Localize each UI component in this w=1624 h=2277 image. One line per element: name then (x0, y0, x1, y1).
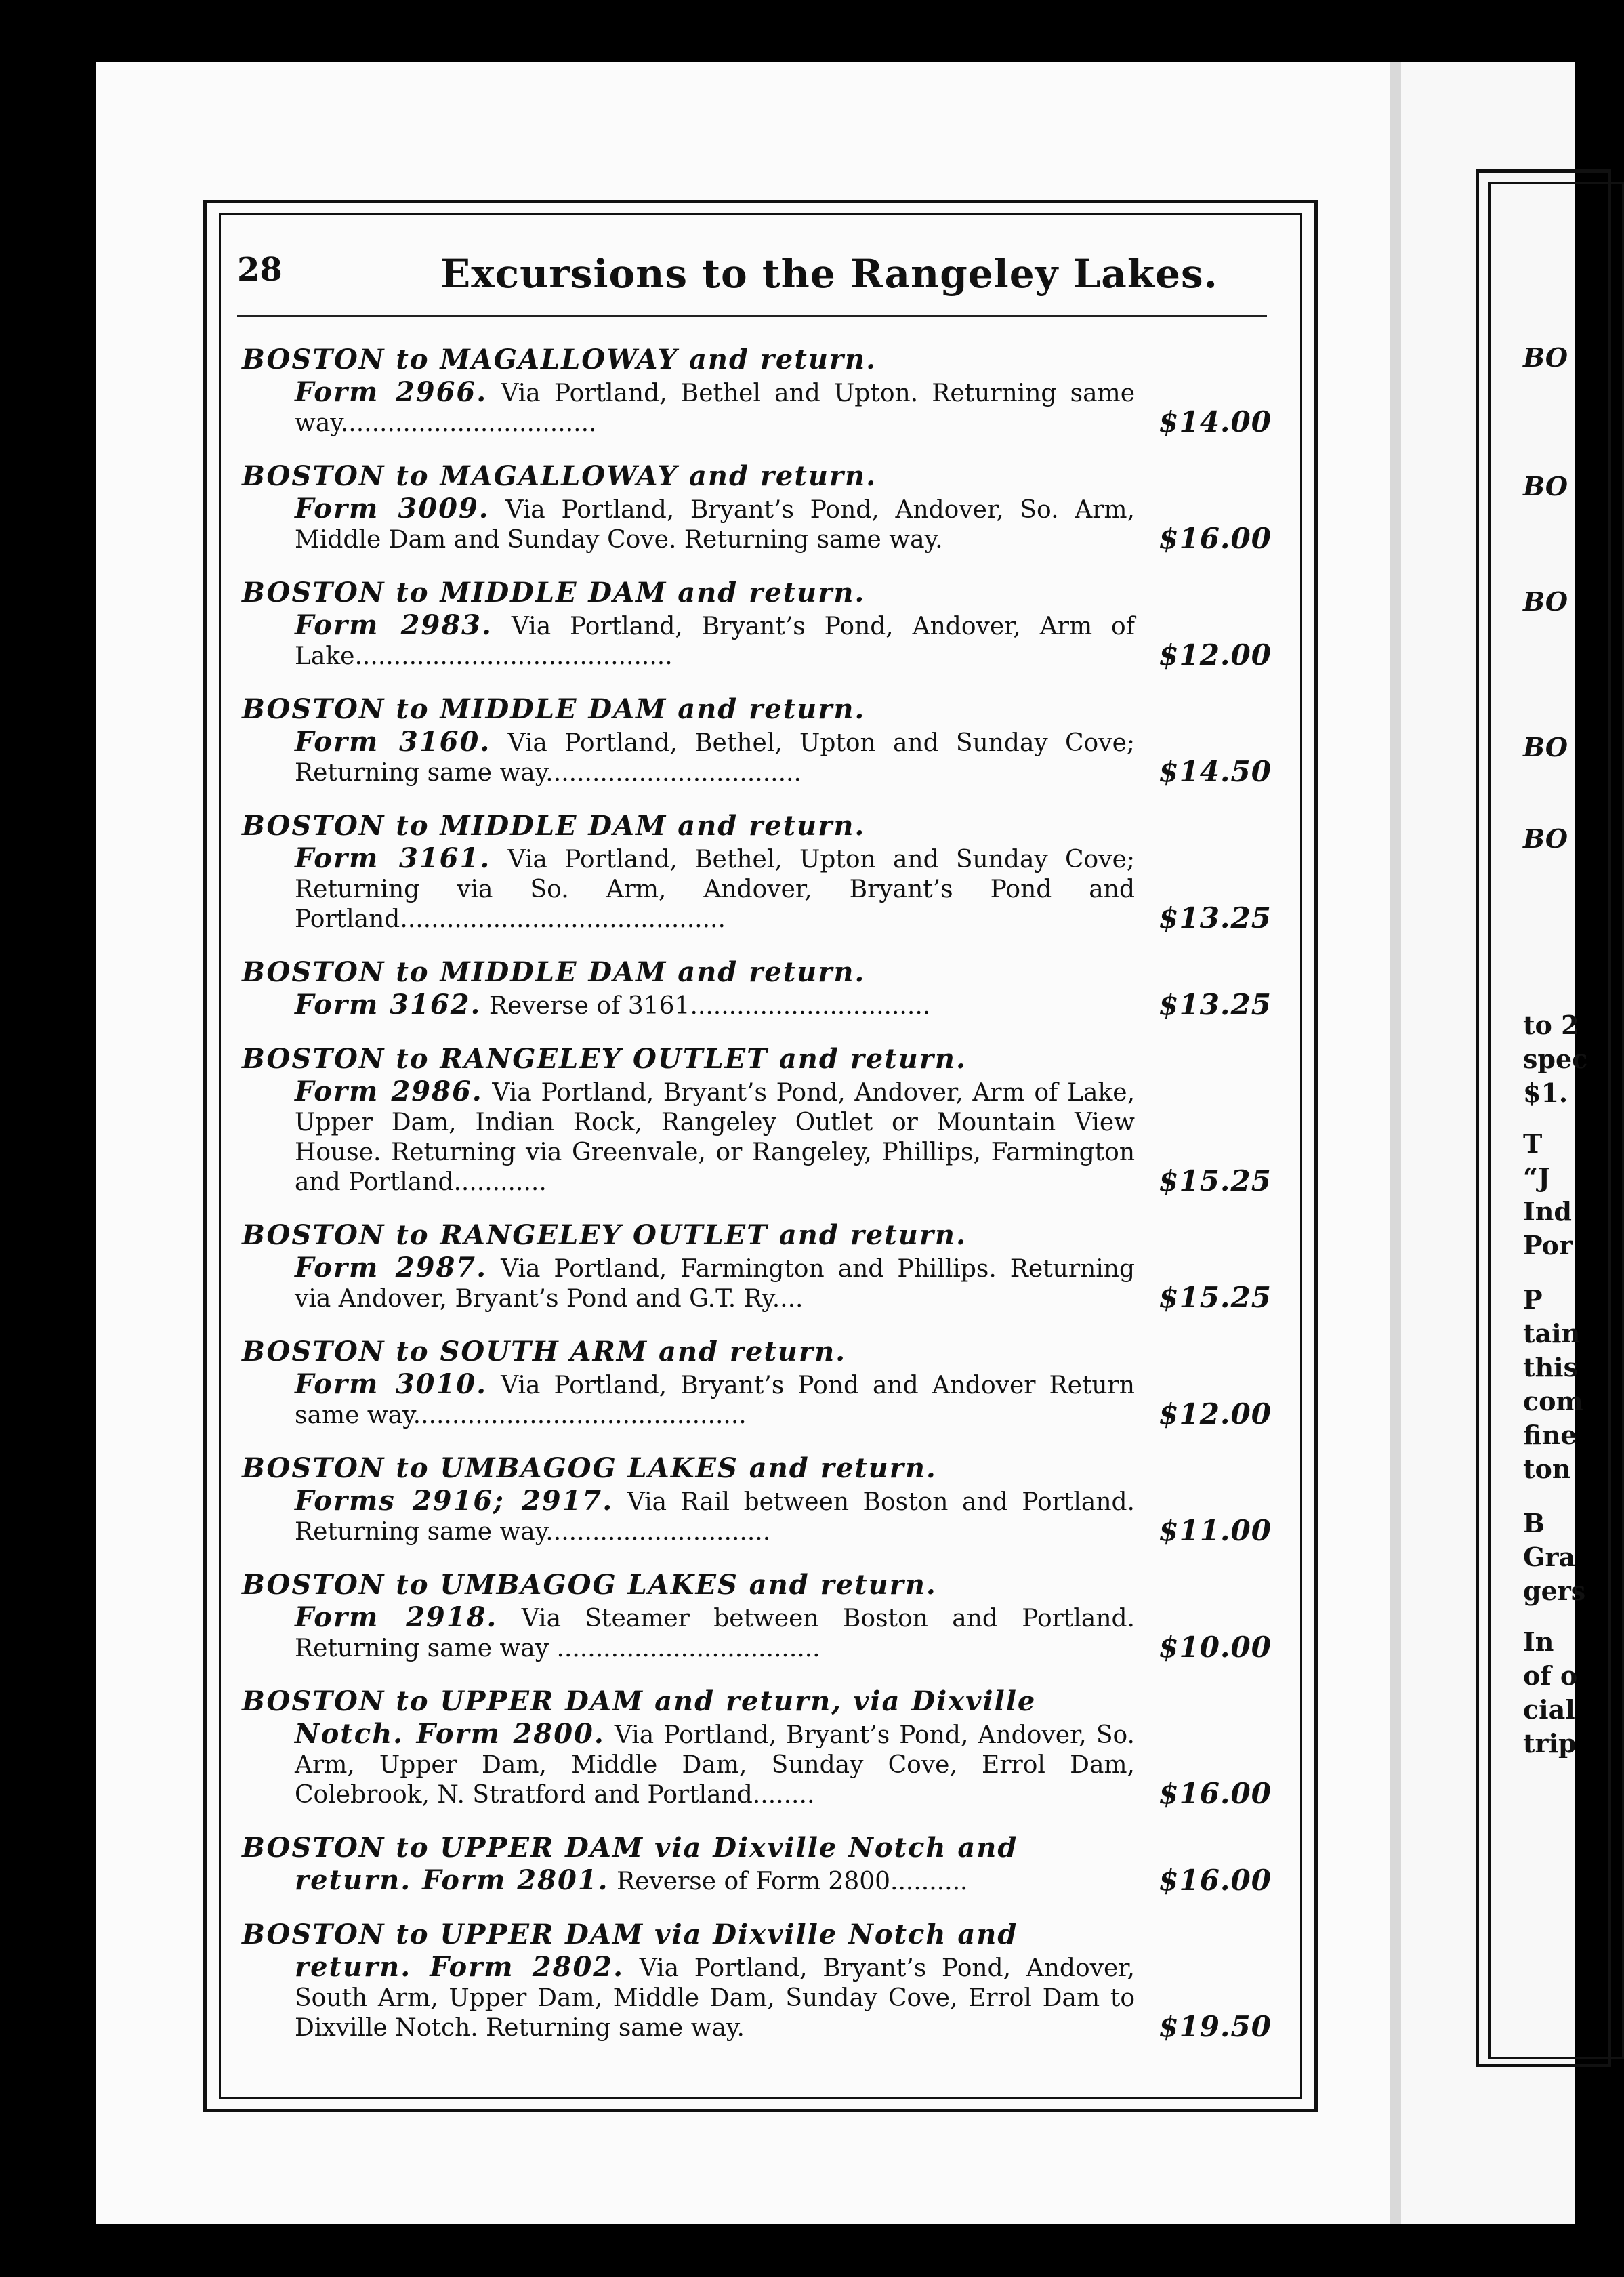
fare-price: $11.00 (1159, 1514, 1272, 1547)
excursion-heading: BOSTON to UPPER DAM and return, via Dixville (242, 1685, 1037, 1717)
excursion-heading: BOSTON to UMBAGOG LAKES and return. (242, 1452, 937, 1484)
excursion-details (242, 1370, 1135, 1431)
excursion-details (242, 377, 1135, 438)
excursion-entry (242, 955, 1272, 1021)
right-page-fragment: ton (1523, 1454, 1571, 1484)
form-number: Form 2918. (295, 1601, 498, 1633)
excursion-entry (242, 692, 1272, 788)
right-page-fragment: Gra (1523, 1542, 1576, 1572)
excursion-entry (242, 1218, 1272, 1314)
right-page-fragment: BO (1523, 342, 1568, 373)
form-number: Form 2987. (295, 1252, 488, 1284)
excursion-heading: BOSTON to MIDDLE DAM and return. (242, 810, 866, 842)
excursion-entry (242, 342, 1272, 438)
fare-price: $16.00 (1159, 1777, 1272, 1810)
form-number: return. Form 2801. (295, 1864, 609, 1896)
form-number: return. Form 2802. (295, 1951, 625, 1983)
route-description: Via Portland, Farmington and Phillips. Returning via Andover, Bryant’s Pond and G.T. Ry.... (295, 1255, 1136, 1313)
excursion-details (242, 1486, 1135, 1547)
fare-price: $14.50 (1159, 755, 1272, 788)
form-number: Form 2986. (295, 1075, 483, 1107)
route-description: Via Portland, Bryant’s Pond, Andover, So. Arm, Middle Dam and Sunday Cove. Returning same way. (295, 496, 1135, 554)
excursion-entry (242, 1684, 1272, 1810)
excursion-heading: BOSTON to RANGELEY OUTLET and return. (242, 1219, 967, 1251)
form-number: Form 3009. (295, 493, 490, 525)
excursion-heading: BOSTON to UPPER DAM via Dixville Notch and (242, 1832, 1018, 1864)
route-description: Via Portland, Bryant’s Pond, Andover, Arm of Lake, Upper Dam, Indian Rock, Rangeley Outlet or Mountain View House. Returning via Greenvale, or Rangeley, Phillips, Farmington and Portland............ (295, 1079, 1136, 1196)
excursion-details (242, 990, 1135, 1021)
excursion-entry (242, 1917, 1272, 2043)
fare-price: $19.50 (1159, 2010, 1272, 2043)
route-description: Reverse of Form 2800.......... (617, 1868, 968, 1895)
excursion-entry (242, 575, 1272, 672)
route-description: Via Portland, Bethel, Upton and Sunday Cove; Returning via So. Arm, Andover, Bryant’s Pond and Portland.......................................... (295, 846, 1135, 933)
right-page-fragment: tain (1523, 1318, 1581, 1349)
page-title: Excursions to the Rangeley Lakes. (440, 251, 1218, 297)
right-page-fragment: com (1523, 1386, 1583, 1416)
right-page-fragment: Ind (1523, 1196, 1572, 1227)
right-page-fragment: B (1523, 1508, 1545, 1538)
excursion-entry (242, 1042, 1272, 1197)
excursion-entry (242, 1451, 1272, 1547)
route-description: Via Portland, Bethel and Upton. Returning same way................................. (295, 380, 1135, 437)
excursion-heading: BOSTON to RANGELEY OUTLET and return. (242, 1043, 967, 1075)
excursion-heading: BOSTON to UPPER DAM via Dixville Notch and (242, 1919, 1018, 1950)
right-page-fragment: In (1523, 1626, 1554, 1657)
excursion-details (242, 1603, 1135, 1664)
right-page-fragment: gers (1523, 1576, 1586, 1606)
form-number: Form 2966. (295, 376, 488, 408)
fare-price: $16.00 (1159, 1864, 1272, 1897)
excursion-details (242, 1866, 1135, 1897)
excursion-entry (242, 1334, 1272, 1431)
fare-price: $15.25 (1159, 1281, 1272, 1314)
page-header (237, 251, 1267, 312)
excursion-details (242, 1719, 1135, 1810)
page-number: 28 (237, 251, 283, 289)
excursion-entry (242, 1567, 1272, 1664)
right-page-fragment: “J (1523, 1162, 1550, 1193)
excursion-details (242, 1077, 1135, 1197)
form-number: Form 3160. (295, 726, 491, 758)
form-number: Notch. Form 2800. (295, 1718, 605, 1750)
route-description: Via Rail between Boston and Portland. Returning same way............................. (295, 1488, 1136, 1546)
excursion-list (242, 342, 1272, 2064)
form-number: Form 3161. (295, 842, 491, 874)
excursion-heading: BOSTON to MAGALLOWAY and return. (242, 344, 877, 375)
route-description: Via Portland, Bryant’s Pond, Andover, So. Arm, Upper Dam, Middle Dam, Sunday Cove, Errol Dam, Colebrook, N. Stratford and Portland........ (295, 1721, 1135, 1809)
right-page-fragment: this (1523, 1352, 1579, 1382)
route-description: Via Portland, Bryant’s Pond, Andover, Arm of Lake......................................... (295, 613, 1135, 670)
excursion-heading: BOSTON to MIDDLE DAM and return. (242, 693, 866, 725)
fare-price: $15.25 (1159, 1164, 1272, 1197)
form-number: Form 3162. (295, 989, 482, 1021)
excursion-heading: BOSTON to MAGALLOWAY and return. (242, 460, 877, 492)
right-page-fragment: P (1523, 1284, 1543, 1315)
excursion-heading: BOSTON to UMBAGOG LAKES and return. (242, 1569, 937, 1601)
route-description: Via Steamer between Boston and Portland. Returning same way .................................. (295, 1605, 1136, 1662)
route-description: Reverse of 3161............................... (488, 992, 931, 1020)
right-page-fragment: $1. (1523, 1078, 1568, 1108)
page-border-outer (203, 200, 1318, 2112)
fare-price: $12.00 (1159, 1397, 1272, 1431)
excursion-details (242, 844, 1135, 935)
excursion-details (242, 611, 1135, 672)
right-page-fragment: BO (1523, 586, 1568, 617)
fare-price: $13.25 (1159, 901, 1272, 935)
excursion-details (242, 1952, 1135, 2043)
form-number: Forms 2916; 2917. (295, 1485, 614, 1517)
right-page-fragment: BO (1523, 471, 1568, 501)
right-page-fragment: T (1523, 1128, 1543, 1159)
right-page-border-inner (1488, 182, 1624, 2059)
right-page-fragment: trip (1523, 1728, 1577, 1759)
excursion-entry (242, 1830, 1272, 1897)
route-description: Via Portland, Bethel, Upton and Sunday Cove; Returning same way................................. (295, 729, 1135, 787)
excursion-details (242, 727, 1135, 788)
excursion-entry (242, 808, 1272, 935)
right-page-fragment: cial (1523, 1694, 1575, 1725)
form-number: Form 3010. (295, 1368, 488, 1400)
right-page-fragment: BO (1523, 732, 1568, 762)
fare-price: $13.25 (1159, 988, 1272, 1021)
header-rule (237, 315, 1267, 317)
route-description: Via Portland, Bryant’s Pond, Andover, South Arm, Upper Dam, Middle Dam, Sunday Cove, Errol Dam to Dixville Notch. Returning same way. (295, 1954, 1135, 2042)
excursion-heading: BOSTON to SOUTH ARM and return. (242, 1336, 847, 1368)
book-gutter (1390, 62, 1401, 2224)
right-page-fragment: to 2 (1523, 1010, 1579, 1040)
form-number: Form 2983. (295, 609, 493, 641)
fare-price: $12.00 (1159, 638, 1272, 672)
excursion-details (242, 1253, 1135, 1314)
excursion-heading: BOSTON to MIDDLE DAM and return. (242, 956, 866, 988)
excursion-heading: BOSTON to MIDDLE DAM and return. (242, 577, 866, 609)
right-page-fragment: spec (1523, 1044, 1588, 1074)
right-page-fragment: Por (1523, 1230, 1573, 1260)
fare-price: $14.00 (1159, 405, 1272, 438)
fare-price: $10.00 (1159, 1630, 1272, 1664)
fare-price: $16.00 (1159, 522, 1272, 555)
right-page-fragment: of o (1523, 1660, 1578, 1691)
excursion-entry (242, 459, 1272, 555)
right-page-fragment: BO (1523, 823, 1568, 854)
route-description: Via Portland, Bryant’s Pond and Andover Return same way........................................... (295, 1372, 1135, 1429)
right-page-fragment: fine (1523, 1420, 1577, 1450)
right-page-border-outer (1476, 169, 1611, 2067)
excursion-details (242, 494, 1135, 555)
